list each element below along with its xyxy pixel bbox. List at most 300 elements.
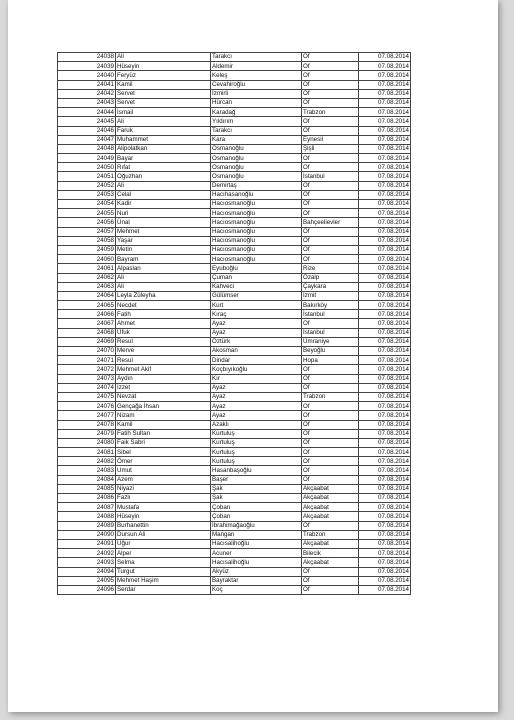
record-id-cell: 24071 [58,356,116,365]
date-cell: 07.08.2014 [359,255,411,264]
city-cell: İzmit [302,291,359,300]
city-cell: Ümraniye [302,337,359,346]
date-cell: 07.08.2014 [359,218,411,227]
first-name-cell: Yaşar [116,236,211,245]
date-cell: 07.08.2014 [359,576,411,585]
last-name-cell: Keleş [211,71,302,80]
record-id-cell: 24070 [58,347,116,356]
last-name-cell: Koç [211,585,302,594]
last-name-cell: Çoban [211,503,302,512]
table-row [58,301,411,310]
date-cell: 07.08.2014 [359,558,411,567]
city-cell: Of [302,420,359,429]
city-cell: Of [302,227,359,236]
last-name-cell: Bayraktar [211,576,302,585]
city-cell: Of [302,255,359,264]
city-cell: Of [302,374,359,383]
table-row [58,135,411,144]
date-cell: 07.08.2014 [359,245,411,254]
record-id-cell: 24054 [58,200,116,209]
last-name-cell: Osmanoğlu [211,154,302,163]
table-row [58,576,411,585]
date-cell: 07.08.2014 [359,530,411,539]
city-cell: Of [302,53,359,62]
date-cell: 07.08.2014 [359,98,411,107]
date-cell: 07.08.2014 [359,402,411,411]
record-id-cell: 24094 [58,567,116,576]
last-name-cell: Çuman [211,273,302,282]
record-id-cell: 24096 [58,585,116,594]
first-name-cell: Turgut [116,567,211,576]
date-cell: 07.08.2014 [359,484,411,493]
date-cell: 07.08.2014 [359,53,411,62]
last-name-cell: Kır [211,374,302,383]
record-id-cell: 24091 [58,539,116,548]
record-id-cell: 24082 [58,457,116,466]
date-cell: 07.08.2014 [359,163,411,172]
table-row [58,558,411,567]
last-name-cell: Dindar [211,356,302,365]
date-cell: 07.08.2014 [359,291,411,300]
city-cell: Bahçeelievler [302,218,359,227]
city-cell: Trabzon [302,392,359,401]
record-id-cell: 24063 [58,282,116,291]
first-name-cell: Fatih Sultan [116,429,211,438]
last-name-cell: Kurtuluş [211,429,302,438]
first-name-cell: Sibel [116,448,211,457]
record-id-cell: 24076 [58,402,116,411]
last-name-cell: Çoban [211,512,302,521]
last-name-cell: Öztürk [211,337,302,346]
date-cell: 07.08.2014 [359,117,411,126]
record-id-cell: 24044 [58,108,116,117]
first-name-cell: Hüseyin [116,512,211,521]
first-name-cell: Faruk [116,126,211,135]
first-name-cell: Nuri [116,209,211,218]
table-row [58,484,411,493]
date-cell: 07.08.2014 [359,392,411,401]
city-cell: Of [302,365,359,374]
last-name-cell: Aldemir [211,62,302,71]
city-cell: Of [302,98,359,107]
first-name-cell: Resul [116,356,211,365]
first-name-cell: Resul [116,337,211,346]
table-row [58,429,411,438]
city-cell: Of [302,71,359,80]
first-name-cell: Kamil [116,80,211,89]
last-name-cell: Akyüz [211,567,302,576]
last-name-cell: İzmirli [211,89,302,98]
date-cell: 07.08.2014 [359,80,411,89]
last-name-cell: Hacıosmanoğlu [211,218,302,227]
city-cell: Of [302,154,359,163]
table-row [58,392,411,401]
records-table-body [58,53,411,595]
date-cell: 07.08.2014 [359,383,411,392]
city-cell: Of [302,429,359,438]
last-name-cell: Hacıosmanoğlu [211,209,302,218]
last-name-cell: Şak [211,494,302,503]
table-row [58,89,411,98]
first-name-cell: Ufuk [116,328,211,337]
last-name-cell: Hacıosmanoğlu [211,200,302,209]
city-cell: Şişli [302,144,359,153]
last-name-cell: Hacıhasanoğlu [211,190,302,199]
first-name-cell: Rıfat [116,163,211,172]
record-id-cell: 24046 [58,126,116,135]
table-row [58,549,411,558]
record-id-cell: 24050 [58,163,116,172]
date-cell: 07.08.2014 [359,89,411,98]
city-cell: Of [302,209,359,218]
record-id-cell: 24067 [58,319,116,328]
city-cell: Hopa [302,356,359,365]
table-row [58,438,411,447]
date-cell: 07.08.2014 [359,512,411,521]
city-cell: Özalp [302,273,359,282]
table-row [58,154,411,163]
last-name-cell: Koçbıyıkoğlu [211,365,302,374]
last-name-cell: Ayaz [211,319,302,328]
date-cell: 07.08.2014 [359,521,411,530]
date-cell: 07.08.2014 [359,181,411,190]
date-cell: 07.08.2014 [359,356,411,365]
last-name-cell: Kahveci [211,282,302,291]
first-name-cell: Merve [116,347,211,356]
table-row [58,62,411,71]
last-name-cell: Ayaz [211,328,302,337]
first-name-cell: Aydın [116,374,211,383]
date-cell: 07.08.2014 [359,319,411,328]
city-cell: Of [302,567,359,576]
last-name-cell: Hacıosmanoğlu [211,255,302,264]
last-name-cell: Kıraç [211,310,302,319]
table-row [58,245,411,254]
first-name-cell: Ali [116,282,211,291]
city-cell: Of [302,448,359,457]
date-cell: 07.08.2014 [359,466,411,475]
date-cell: 07.08.2014 [359,438,411,447]
records-table [57,52,411,595]
first-name-cell: Alpaslan [116,264,211,273]
last-name-cell: Hasanbaşoğlu [211,466,302,475]
document-page [8,0,498,712]
date-cell: 07.08.2014 [359,135,411,144]
city-cell: Of [302,62,359,71]
last-name-cell: Gülümser [211,291,302,300]
first-name-cell: Muhammet [116,135,211,144]
record-id-cell: 24068 [58,328,116,337]
record-id-cell: 24043 [58,98,116,107]
table-row [58,466,411,475]
record-id-cell: 24088 [58,512,116,521]
first-name-cell: Mustafa [116,503,211,512]
first-name-cell: Nizam [116,411,211,420]
table-row [58,347,411,356]
table-row [58,585,411,594]
table-row [58,521,411,530]
last-name-cell: Kara [211,135,302,144]
last-name-cell: Kurt [211,301,302,310]
city-cell: Akçaabat [302,484,359,493]
record-id-cell: 24040 [58,71,116,80]
city-cell: Of [302,117,359,126]
record-id-cell: 24073 [58,374,116,383]
first-name-cell: Mehmet [116,227,211,236]
first-name-cell: Azem [116,475,211,484]
table-row [58,475,411,484]
city-cell: Of [302,585,359,594]
record-id-cell: 24065 [58,301,116,310]
table-row [58,402,411,411]
record-id-cell: 24077 [58,411,116,420]
record-id-cell: 24079 [58,429,116,438]
date-cell: 07.08.2014 [359,585,411,594]
last-name-cell: Eyuboğlu [211,264,302,273]
city-cell: Of [302,89,359,98]
city-cell: Rize [302,264,359,273]
last-name-cell: Hacıosmanoğlu [211,245,302,254]
first-name-cell: Bayram [116,255,211,264]
last-name-cell: Ayaz [211,411,302,420]
record-id-cell: 24052 [58,181,116,190]
table-row [58,126,411,135]
date-cell: 07.08.2014 [359,282,411,291]
table-row [58,144,411,153]
first-name-cell: Nevzat [116,392,211,401]
table-row [58,383,411,392]
city-cell: Akçaabat [302,512,359,521]
record-id-cell: 24083 [58,466,116,475]
city-cell: Of [302,236,359,245]
city-cell: Beyoğlu [302,347,359,356]
last-name-cell: Akosman [211,347,302,356]
first-name-cell: Burhanettin [116,521,211,530]
first-name-cell: Uğur [116,539,211,548]
city-cell: Trabzon [302,530,359,539]
record-id-cell: 24049 [58,154,116,163]
last-name-cell: Azaklı [211,420,302,429]
first-name-cell: Kadir [116,200,211,209]
date-cell: 07.08.2014 [359,475,411,484]
table-row [58,530,411,539]
first-name-cell: Celal [116,190,211,199]
table-row [58,374,411,383]
record-id-cell: 24095 [58,576,116,585]
record-id-cell: 24057 [58,227,116,236]
last-name-cell: Ayaz [211,402,302,411]
table-row [58,282,411,291]
date-cell: 07.08.2014 [359,503,411,512]
city-cell: Of [302,163,359,172]
record-id-cell: 24087 [58,503,116,512]
record-id-cell: 24041 [58,80,116,89]
first-name-cell: Alper [116,549,211,558]
first-name-cell: Leyla Züleyha [116,291,211,300]
table-row [58,291,411,300]
record-id-cell: 24039 [58,62,116,71]
record-id-cell: 24042 [58,89,116,98]
date-cell: 07.08.2014 [359,429,411,438]
table-row [58,236,411,245]
last-name-cell: Başer [211,475,302,484]
date-cell: 07.08.2014 [359,337,411,346]
record-id-cell: 24078 [58,420,116,429]
first-name-cell: Metin [116,245,211,254]
table-row [58,319,411,328]
city-cell: Trabzon [302,108,359,117]
first-name-cell: İsmail [116,108,211,117]
record-id-cell: 24074 [58,383,116,392]
first-name-cell: Ali [116,273,211,282]
last-name-cell: Şak [211,484,302,493]
city-cell: Bakırköy [302,301,359,310]
record-id-cell: 24047 [58,135,116,144]
first-name-cell: Ali [116,53,211,62]
table-row [58,98,411,107]
date-cell: 07.08.2014 [359,374,411,383]
last-name-cell: Kurtuluş [211,457,302,466]
last-name-cell: Osmanoğlu [211,144,302,153]
first-name-cell: Selma [116,558,211,567]
city-cell: Akçaabat [302,503,359,512]
first-name-cell: Ali [116,117,211,126]
last-name-cell: Yıldırım [211,117,302,126]
record-id-cell: 24069 [58,337,116,346]
record-id-cell: 24084 [58,475,116,484]
record-id-cell: 24093 [58,558,116,567]
first-name-cell: Fazlı [116,494,211,503]
date-cell: 07.08.2014 [359,420,411,429]
table-row [58,420,411,429]
table-row [58,328,411,337]
record-id-cell: 24062 [58,273,116,282]
city-cell: Of [302,80,359,89]
date-cell: 07.08.2014 [359,549,411,558]
table-row [58,227,411,236]
table-row [58,181,411,190]
first-name-cell: Dursun Ali [116,530,211,539]
city-cell: Of [302,521,359,530]
table-row [58,503,411,512]
record-id-cell: 24048 [58,144,116,153]
last-name-cell: Hürcan [211,98,302,107]
city-cell: Of [302,402,359,411]
city-cell: İstanbul [302,310,359,319]
date-cell: 07.08.2014 [359,347,411,356]
record-id-cell: 24058 [58,236,116,245]
table-row [58,264,411,273]
record-id-cell: 24060 [58,255,116,264]
table-row [58,209,411,218]
first-name-cell: Servet [116,89,211,98]
record-id-cell: 24092 [58,549,116,558]
city-cell: Of [302,190,359,199]
city-cell: Akçaabat [302,539,359,548]
city-cell: Of [302,245,359,254]
date-cell: 07.08.2014 [359,365,411,374]
table-row [58,365,411,374]
last-name-cell: İbrahimağaoğlu [211,521,302,530]
table-row [58,273,411,282]
table-row [58,117,411,126]
record-id-cell: 24056 [58,218,116,227]
last-name-cell: Hacısalihoğlu [211,558,302,567]
date-cell: 07.08.2014 [359,236,411,245]
first-name-cell: Niyazi [116,484,211,493]
record-id-cell: 24053 [58,190,116,199]
table-row [58,200,411,209]
first-name-cell: İzzet [116,383,211,392]
record-id-cell: 24055 [58,209,116,218]
last-name-cell: Kurtuluş [211,438,302,447]
record-id-cell: 24080 [58,438,116,447]
city-cell: Of [302,319,359,328]
last-name-cell: Ayaz [211,383,302,392]
date-cell: 07.08.2014 [359,539,411,548]
last-name-cell: Osmanoğlu [211,163,302,172]
table-row [58,337,411,346]
city-cell: Of [302,383,359,392]
record-id-cell: 24075 [58,392,116,401]
city-cell: Of [302,457,359,466]
first-name-cell: Ahmet [116,319,211,328]
city-cell: Of [302,475,359,484]
date-cell: 07.08.2014 [359,200,411,209]
record-id-cell: 24086 [58,494,116,503]
table-row [58,172,411,181]
table-row [58,448,411,457]
city-cell: Çaykara [302,282,359,291]
date-cell: 07.08.2014 [359,328,411,337]
city-cell: İstanbul [302,172,359,181]
table-row [58,163,411,172]
city-cell: Akçaabat [302,494,359,503]
first-name-cell: Ünal [116,218,211,227]
city-cell: Of [302,576,359,585]
date-cell: 07.08.2014 [359,457,411,466]
record-id-cell: 24090 [58,530,116,539]
date-cell: 07.08.2014 [359,494,411,503]
first-name-cell: Faik Sabri [116,438,211,447]
last-name-cell: Mangan [211,530,302,539]
table-row [58,80,411,89]
record-id-cell: 24059 [58,245,116,254]
city-cell: Of [302,181,359,190]
date-cell: 07.08.2014 [359,108,411,117]
table-row [58,310,411,319]
city-cell: Bilecik [302,549,359,558]
last-name-cell: Osmanoğlu [211,172,302,181]
table-row [58,457,411,466]
date-cell: 07.08.2014 [359,227,411,236]
date-cell: 07.08.2014 [359,172,411,181]
date-cell: 07.08.2014 [359,71,411,80]
first-name-cell: Bayar [116,154,211,163]
city-cell: Of [302,411,359,420]
last-name-cell: Demirtaş [211,181,302,190]
date-cell: 07.08.2014 [359,126,411,135]
record-id-cell: 24081 [58,448,116,457]
last-name-cell: Ayaz [211,392,302,401]
table-row [58,356,411,365]
date-cell: 07.08.2014 [359,190,411,199]
record-id-cell: 24038 [58,53,116,62]
table-row [58,512,411,521]
table-row [58,567,411,576]
date-cell: 07.08.2014 [359,448,411,457]
table-row [58,108,411,117]
